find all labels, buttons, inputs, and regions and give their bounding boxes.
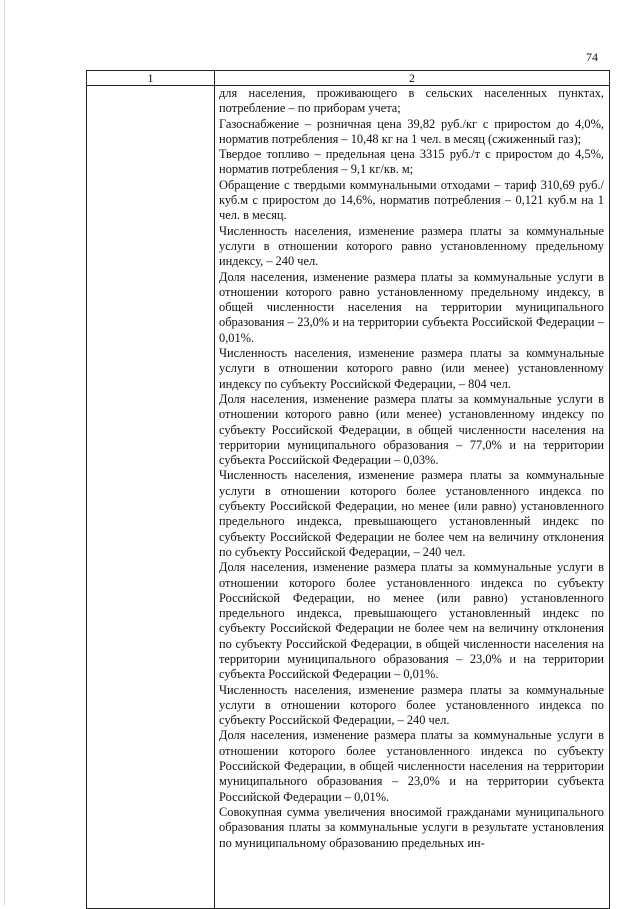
- column-2-header: 2: [215, 71, 610, 86]
- entry-paragraph: Доля населения, изменение размера платы за коммунальные услуги в отношении которого более установленного индекса по субъекту Российской Федерации, в общей численности населения на территории муниципального образования – 23,0% и на территории субъекта Российской Федерации – 0,01%.: [219, 728, 604, 804]
- column-1-header: 1: [87, 71, 215, 86]
- document-table: [86, 70, 610, 909]
- table-header-row: [87, 71, 610, 86]
- entry-paragraph: Обращение с твердыми коммунальными отходами – тариф 310,69 руб./куб.м с приростом до 14,6%, норматив потребления – 0,121 куб.м на 1 чел. в месяц.: [219, 177, 604, 223]
- entry-paragraph: Численность населения, изменение размера платы за коммунальные услуги в отношении которого более установленного индекса по субъекту Российской Федерации, – 240 чел.: [219, 682, 604, 728]
- entry-paragraph: для населения, проживающего в сельских населенных пунктах, потребление – по приборам учета;: [219, 86, 604, 116]
- entry-paragraph: Численность населения, изменение размера платы за коммунальные услуги в отношении которого равно (или менее) установленному индексу по субъекту Российской Федерации, – 804 чел.: [219, 346, 604, 391]
- entry-paragraph: Доля населения, изменение размера платы за коммунальные услуги в отношении которого равно установленному предельному индексу, в общей численности населения на территории муниципального образования – 23,0% и на территории субъекта Российской Федерации – 0,01%.: [219, 269, 604, 345]
- page-number: 74: [586, 50, 598, 64]
- entry-paragraph: Совокупная сумма увеличения вносимой гражданами муниципального образования платы за коммунальные услуги в результате установления по муниципальному образованию предельных ин-: [219, 804, 604, 850]
- column-2-cell: [215, 86, 610, 909]
- table-body-row: [87, 86, 610, 909]
- entry-paragraph: Газоснабжение – розничная цена 39,82 руб./кг с приростом до 4,0%, норматив потребления – 10,48 кг на 1 чел. в месяц (сжиженный газ);: [219, 116, 604, 146]
- entry-paragraph: Твердое топливо – предельная цена 3315 руб./т с приростом до 4,5%, норматив потребления – 9,1 кг/кв. м;: [219, 147, 604, 177]
- scan-edge-line: [4, 0, 5, 905]
- entry-paragraph: Численность населения, изменение размера платы за коммунальные услуги в отношении которого равно установленному предельному индексу, – 240 чел.: [219, 223, 604, 269]
- entry-paragraph: Доля населения, изменение размера платы за коммунальные услуги в отношении которого более установленного индекса по субъекту Российской Федерации, но менее (или равно) установленного предельного индекса, превышающего установленный индекс по субъекту Российской Федерации не более чем на величину отклонения по субъекту Российской Федерации, в общей численности населения на территории муниципального образования – 23,0% и на территории субъекта Российской Федерации – 0,01%.: [219, 560, 604, 682]
- entry-paragraph: Численность населения, изменение размера платы за коммунальные услуги в отношении которого более установленного индекса по субъекту Российской Федерации, но менее (или равно) установленного предельного индекса, превышающего установленный индекс по субъекту Российской Федерации не более чем на величину отклонения по субъекту Российской Федерации, – 240 чел.: [219, 468, 604, 559]
- column-1-cell: [87, 86, 215, 909]
- entry-paragraph: Доля населения, изменение размера платы за коммунальные услуги в отношении которого равно (или менее) установленному индексу по субъекту Российской Федерации, в общей численности населения на территории муниципального образования – 77,0% и на территории субъекта Российской Федерации – 0,03%.: [219, 391, 604, 468]
